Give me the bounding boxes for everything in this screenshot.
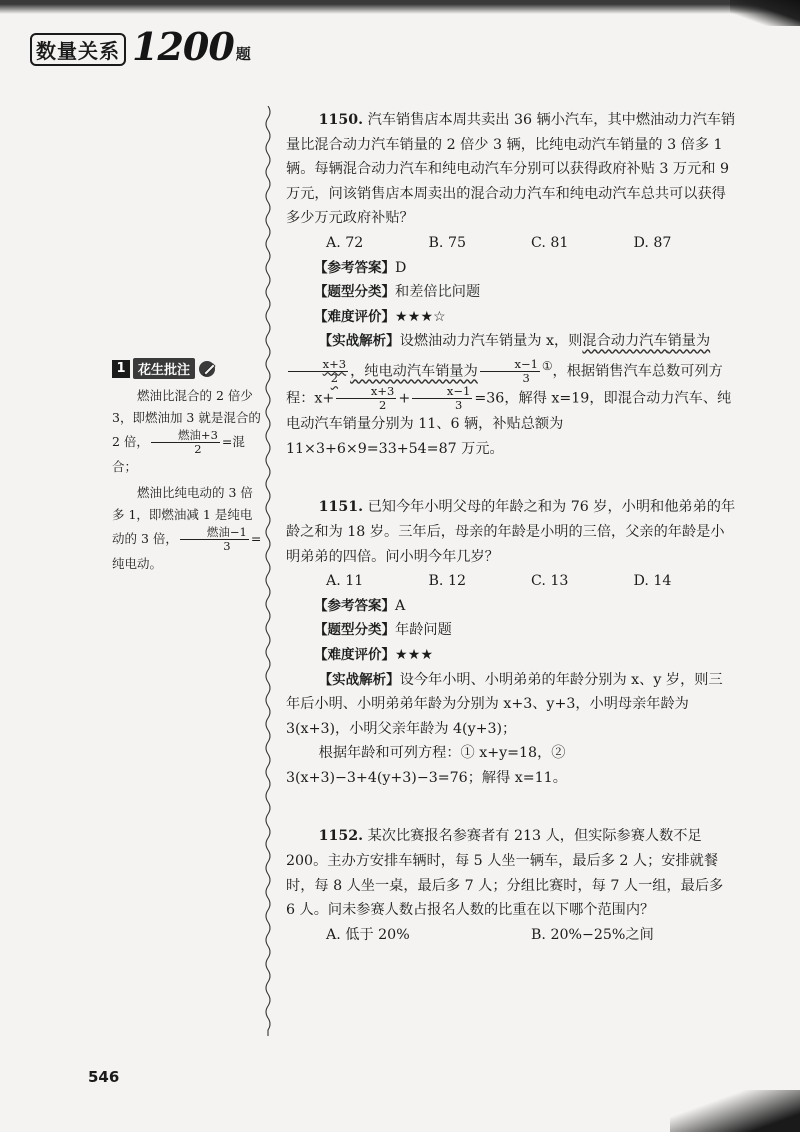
side-annotation: [112, 358, 262, 575]
fraction: $\frac{x+3}{2}$: [288, 358, 348, 385]
category-line: 【题型分类】和差倍比问题: [314, 284, 481, 301]
analysis: 【实战解析】设燃油动力汽车销量为 x，则混合动力汽车销量为 $\frac{x+3}{2}$ ，纯电动汽车销量为 $\frac{x-1}{3}$ ①，根据销售汽车总数可列方程：x+ $\frac{x+3}{2}$ + $\frac{x-1}{3}$ =36，解得 x=19，即混合动力汽车、纯电动汽车销量分别为 11、6 辆，补贴总额为 11×3+6×9=33+54=87 万元。: [286, 333, 732, 457]
options: [286, 231, 736, 256]
option-b: B. 12: [428, 573, 466, 590]
question-stem: 1150. 汽车销售店本周共卖出 36 辆小汽车，其中燃油动力汽车销量比混合动力汽车销量的 2 倍少 3 辆，比纯电动汽车销量的 3 倍多 1 辆。每辆混合动力汽车和纯电动汽车分别可以获得政府补贴 3 万元和 9 万元，问该销售店本周卖出的混合动力汽车和纯电动汽车总共可以获得多少万元政府补贴？: [286, 112, 736, 227]
option-d: D. 14: [633, 573, 672, 590]
scan-shadow-bottom: [670, 1090, 800, 1132]
fraction: $\frac{\text{燃油+3}}{2}$: [151, 429, 220, 456]
annotation-title: 花生批注: [133, 358, 195, 379]
annotation-paragraph-1: 燃油比混合的 2 倍少 3，即燃油加 3 就是混合的 2 倍， $\frac{\text{燃油+3}}{2}$ =混合；: [112, 388, 261, 474]
options: [286, 569, 736, 594]
difficulty-line: 【难度评价】★★★: [314, 646, 434, 663]
question-stem: 1151. 已知今年小明父母的年龄之和为 76 岁，小明和他弟弟的年龄之和为 18 岁。三年后，母亲的年龄是小明的三倍，父亲的年龄是小明弟弟的四倍。问小明今年几岁？: [286, 499, 736, 565]
option-c: C. 81: [531, 234, 569, 251]
answer-line: 【参考答案】D: [314, 259, 407, 276]
options: [286, 923, 736, 948]
option-d: D. 87: [633, 234, 672, 251]
wavy-column-divider: [263, 106, 273, 1036]
difficulty-stars: ★★★: [395, 646, 434, 663]
question-1150: [286, 108, 736, 461]
answer-line: 【参考答案】A: [314, 597, 406, 614]
pen-icon: [198, 360, 220, 378]
main-column: [286, 108, 736, 981]
question-number: 1151.: [318, 499, 364, 516]
question-1152: [286, 824, 736, 947]
fraction: $\frac{x+3}{2}$: [336, 385, 396, 412]
fraction: $\frac{\text{燃油−1}}{3}$: [180, 526, 249, 553]
difficulty-stars: ★★★☆: [395, 308, 446, 325]
option-a: A. 11: [326, 573, 364, 590]
header-series: 数量关系: [30, 33, 126, 66]
question-number: 1150.: [318, 112, 364, 128]
fraction: $\frac{x-1}{3}$: [412, 385, 472, 412]
analysis: 【实战解析】设今年小明、小明弟弟的年龄分别为 x、y 岁，则三年后小明、小明弟弟年龄为分别为 x+3、y+3，小明母亲年龄为 3(x+3)，小明父亲年龄为 4(y+3)；: [286, 671, 723, 737]
difficulty-line: 【难度评价】★★★☆: [314, 308, 446, 325]
option-a: A. 低于 20%: [326, 926, 410, 943]
question-stem: 1152. 某次比赛报名参赛者有 213 人，但实际参赛人数不足 200。主办方安排车辆时，每 5 人坐一辆车，最后多 2 人；安排就餐时，每 8 人坐一桌，最后多 7 人；分组比赛时，每 7 人一组，最后多 6 人。问未参赛人数占报名人数的比重在以下哪个范围内？: [286, 828, 724, 919]
running-header: [30, 24, 251, 69]
scan-shadow-top: [0, 0, 800, 14]
page-number: 546: [88, 1068, 120, 1086]
fraction: $\frac{x-1}{3}$: [480, 358, 540, 385]
option-b: B. 20%−25%之间: [531, 926, 654, 943]
header-number: 1200: [132, 24, 234, 69]
question-1151: [286, 495, 736, 790]
option-b: B. 75: [428, 234, 466, 251]
annotation-badge: 1: [112, 360, 130, 378]
scan-shadow-corner: [730, 0, 800, 26]
header-suffix: 题: [235, 45, 251, 63]
category-line: 【题型分类】年龄问题: [314, 622, 452, 639]
annotation-paragraph-2: 燃油比纯电动的 3 倍多 1，即燃油减 1 是纯电动的 3 倍， $\frac{\text{燃油−1}}{3}$ =纯电动。: [112, 485, 262, 571]
annotation-mark: ①: [541, 358, 553, 373]
analysis-continued: 根据年龄和可列方程：① x+y=18，② 3(x+3)−3+4(y+3)−3=76；解得 x=11。: [286, 745, 567, 786]
option-c: C. 13: [531, 573, 569, 590]
option-a: A. 72: [326, 234, 364, 251]
question-number: 1152.: [318, 828, 364, 845]
annotation-header: [112, 358, 262, 379]
